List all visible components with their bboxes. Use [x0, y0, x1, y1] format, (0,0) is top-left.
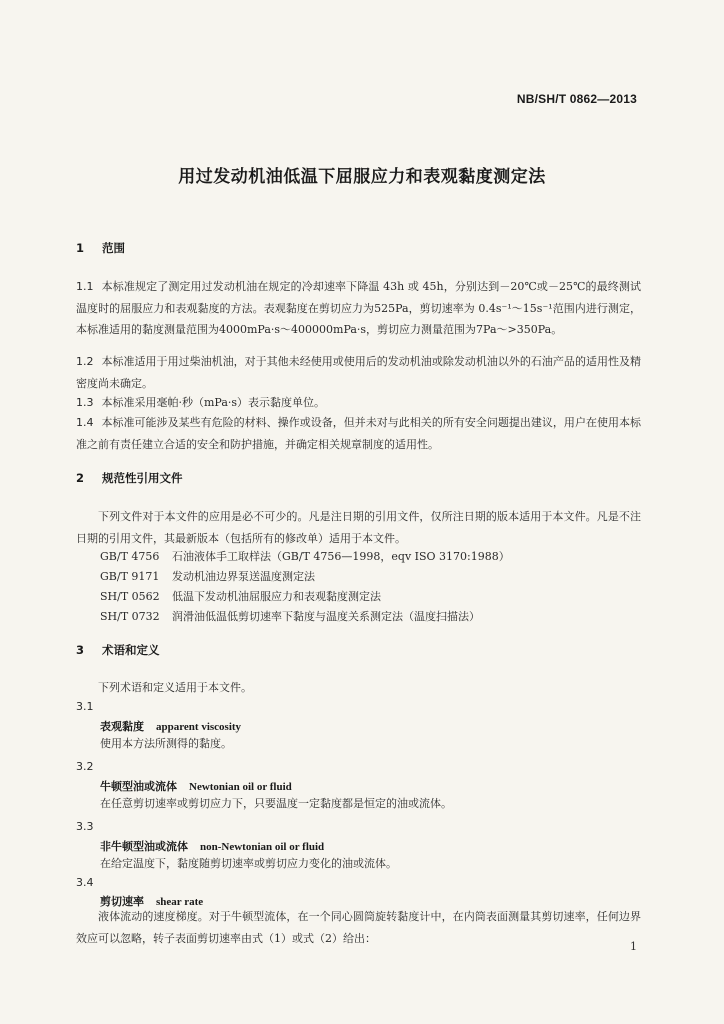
- reference-title: 石油液体手工取样法（GB/T 4756—1998，eqv ISO 3170:1988）: [172, 550, 510, 563]
- section-2-intro: 下列文件对于本文件的应用是必不可少的。凡是注日期的引用文件，仅所注日期的版本适用于本文件。凡是不注日期的引用文件，其最新版本（包括所有的修改单）适用于本文件。: [76, 510, 641, 545]
- term-definition: 在任意剪切速率或剪切应力下，只要温度一定黏度都是恒定的油或流体。: [100, 797, 452, 810]
- clause-1-2: [76, 351, 641, 394]
- reference-code: GB/T 4756: [100, 550, 160, 563]
- term-english: Newtonian oil or fluid: [189, 781, 292, 793]
- section-1-heading: [76, 240, 125, 256]
- section-3-intro: 下列术语和定义适用于本文件。: [98, 681, 252, 694]
- clause-number: 1.4: [76, 416, 94, 429]
- clause-text: 本标准可能涉及某些有危险的材料、操作或设备，但并未对与此相关的所有安全问题提出建议，用户在使用本标准之前有责任建立合适的安全和防护措施，并确定相关规章制度的适用性。: [76, 416, 641, 451]
- document-title: 用过发动机油低温下屈服应力和表观黏度测定法: [178, 167, 546, 187]
- clause-text: 本标准适用于用过柴油机油，对于其他未经使用或使用后的发动机油或除发动机油以外的石油产品的适用性及精密度尚未确定。: [76, 355, 641, 390]
- term-chinese: 非牛顿型油或流体: [100, 840, 188, 853]
- term-number: 3.3: [76, 820, 94, 833]
- term-heading: [100, 718, 241, 734]
- reference-row: [100, 586, 381, 608]
- section-3-heading: [76, 642, 160, 658]
- section-title: 范围: [102, 241, 125, 255]
- term-definition: 使用本方法所测得的黏度。: [100, 737, 232, 750]
- term-chinese: 牛顿型油或流体: [100, 780, 177, 793]
- section-number: 2: [76, 471, 85, 485]
- reference-row: [100, 566, 315, 588]
- clause-number: 1.1: [76, 280, 94, 293]
- term-chinese: 剪切速率: [100, 895, 144, 908]
- term-chinese: 表观黏度: [100, 720, 144, 733]
- clause-1-1: [76, 276, 641, 341]
- page-number: 1: [630, 940, 637, 953]
- reference-title: 发动机油边界泵送温度测定法: [172, 570, 315, 583]
- term-english: apparent viscosity: [156, 721, 242, 733]
- term-definition: 在给定温度下，黏度随剪切速率或剪切应力变化的油或流体。: [100, 857, 397, 870]
- section-title: 规范性引用文件: [102, 471, 183, 485]
- reference-title: 低温下发动机油屈服应力和表观黏度测定法: [172, 590, 381, 603]
- term-english: shear rate: [156, 896, 204, 908]
- reference-row: [100, 606, 480, 628]
- term-heading: [100, 838, 324, 854]
- section-number: 1: [76, 241, 85, 255]
- clause-1-3: [76, 392, 641, 414]
- reference-code: GB/T 9171: [100, 570, 160, 583]
- reference-code: SH/T 0732: [100, 610, 160, 623]
- reference-row: [100, 546, 510, 568]
- reference-title: 润滑油低温低剪切速率下黏度与温度关系测定法（温度扫描法）: [172, 610, 480, 623]
- section-title: 术语和定义: [102, 643, 160, 657]
- standard-code: NB/SH/T 0862—2013: [516, 92, 637, 106]
- clause-text: 本标准采用毫帕·秒（mPa·s）表示黏度单位。: [101, 396, 326, 409]
- term-definition: 液体流动的速度梯度。对于牛顿型流体，在一个同心圆筒旋转黏度计中，在内筒表面测量其剪切速率，任何边界效应可以忽略，转子表面剪切速率由式（1）或式（2）给出：: [76, 910, 641, 945]
- clause-text: 本标准规定了测定用过发动机油在规定的冷却速率下降温 43h 或 45h，分别达到－20℃或－25℃的最终测试温度时的屈服应力和表观黏度的方法。表观黏度在剪切应力为525Pa，剪切速率为 0.4s⁻¹～15s⁻¹范围内进行测定，本标准适用的黏度测量范围为4000mPa·s～400000mPa·s，剪切应力测量范围为7Pa～>350Pa。: [76, 280, 641, 336]
- term-number: 3.2: [76, 760, 94, 773]
- reference-code: SH/T 0562: [100, 590, 160, 603]
- section-2-heading: [76, 470, 183, 486]
- clause-1-4: [76, 412, 641, 455]
- section-number: 3: [76, 643, 85, 657]
- term-heading: [100, 778, 292, 794]
- term-english: non-Newtonian oil or fluid: [200, 841, 325, 853]
- term-number: 3.1: [76, 700, 94, 713]
- term-number: 3.4: [76, 876, 94, 889]
- clause-number: 1.2: [76, 355, 94, 368]
- clause-number: 1.3: [76, 396, 94, 409]
